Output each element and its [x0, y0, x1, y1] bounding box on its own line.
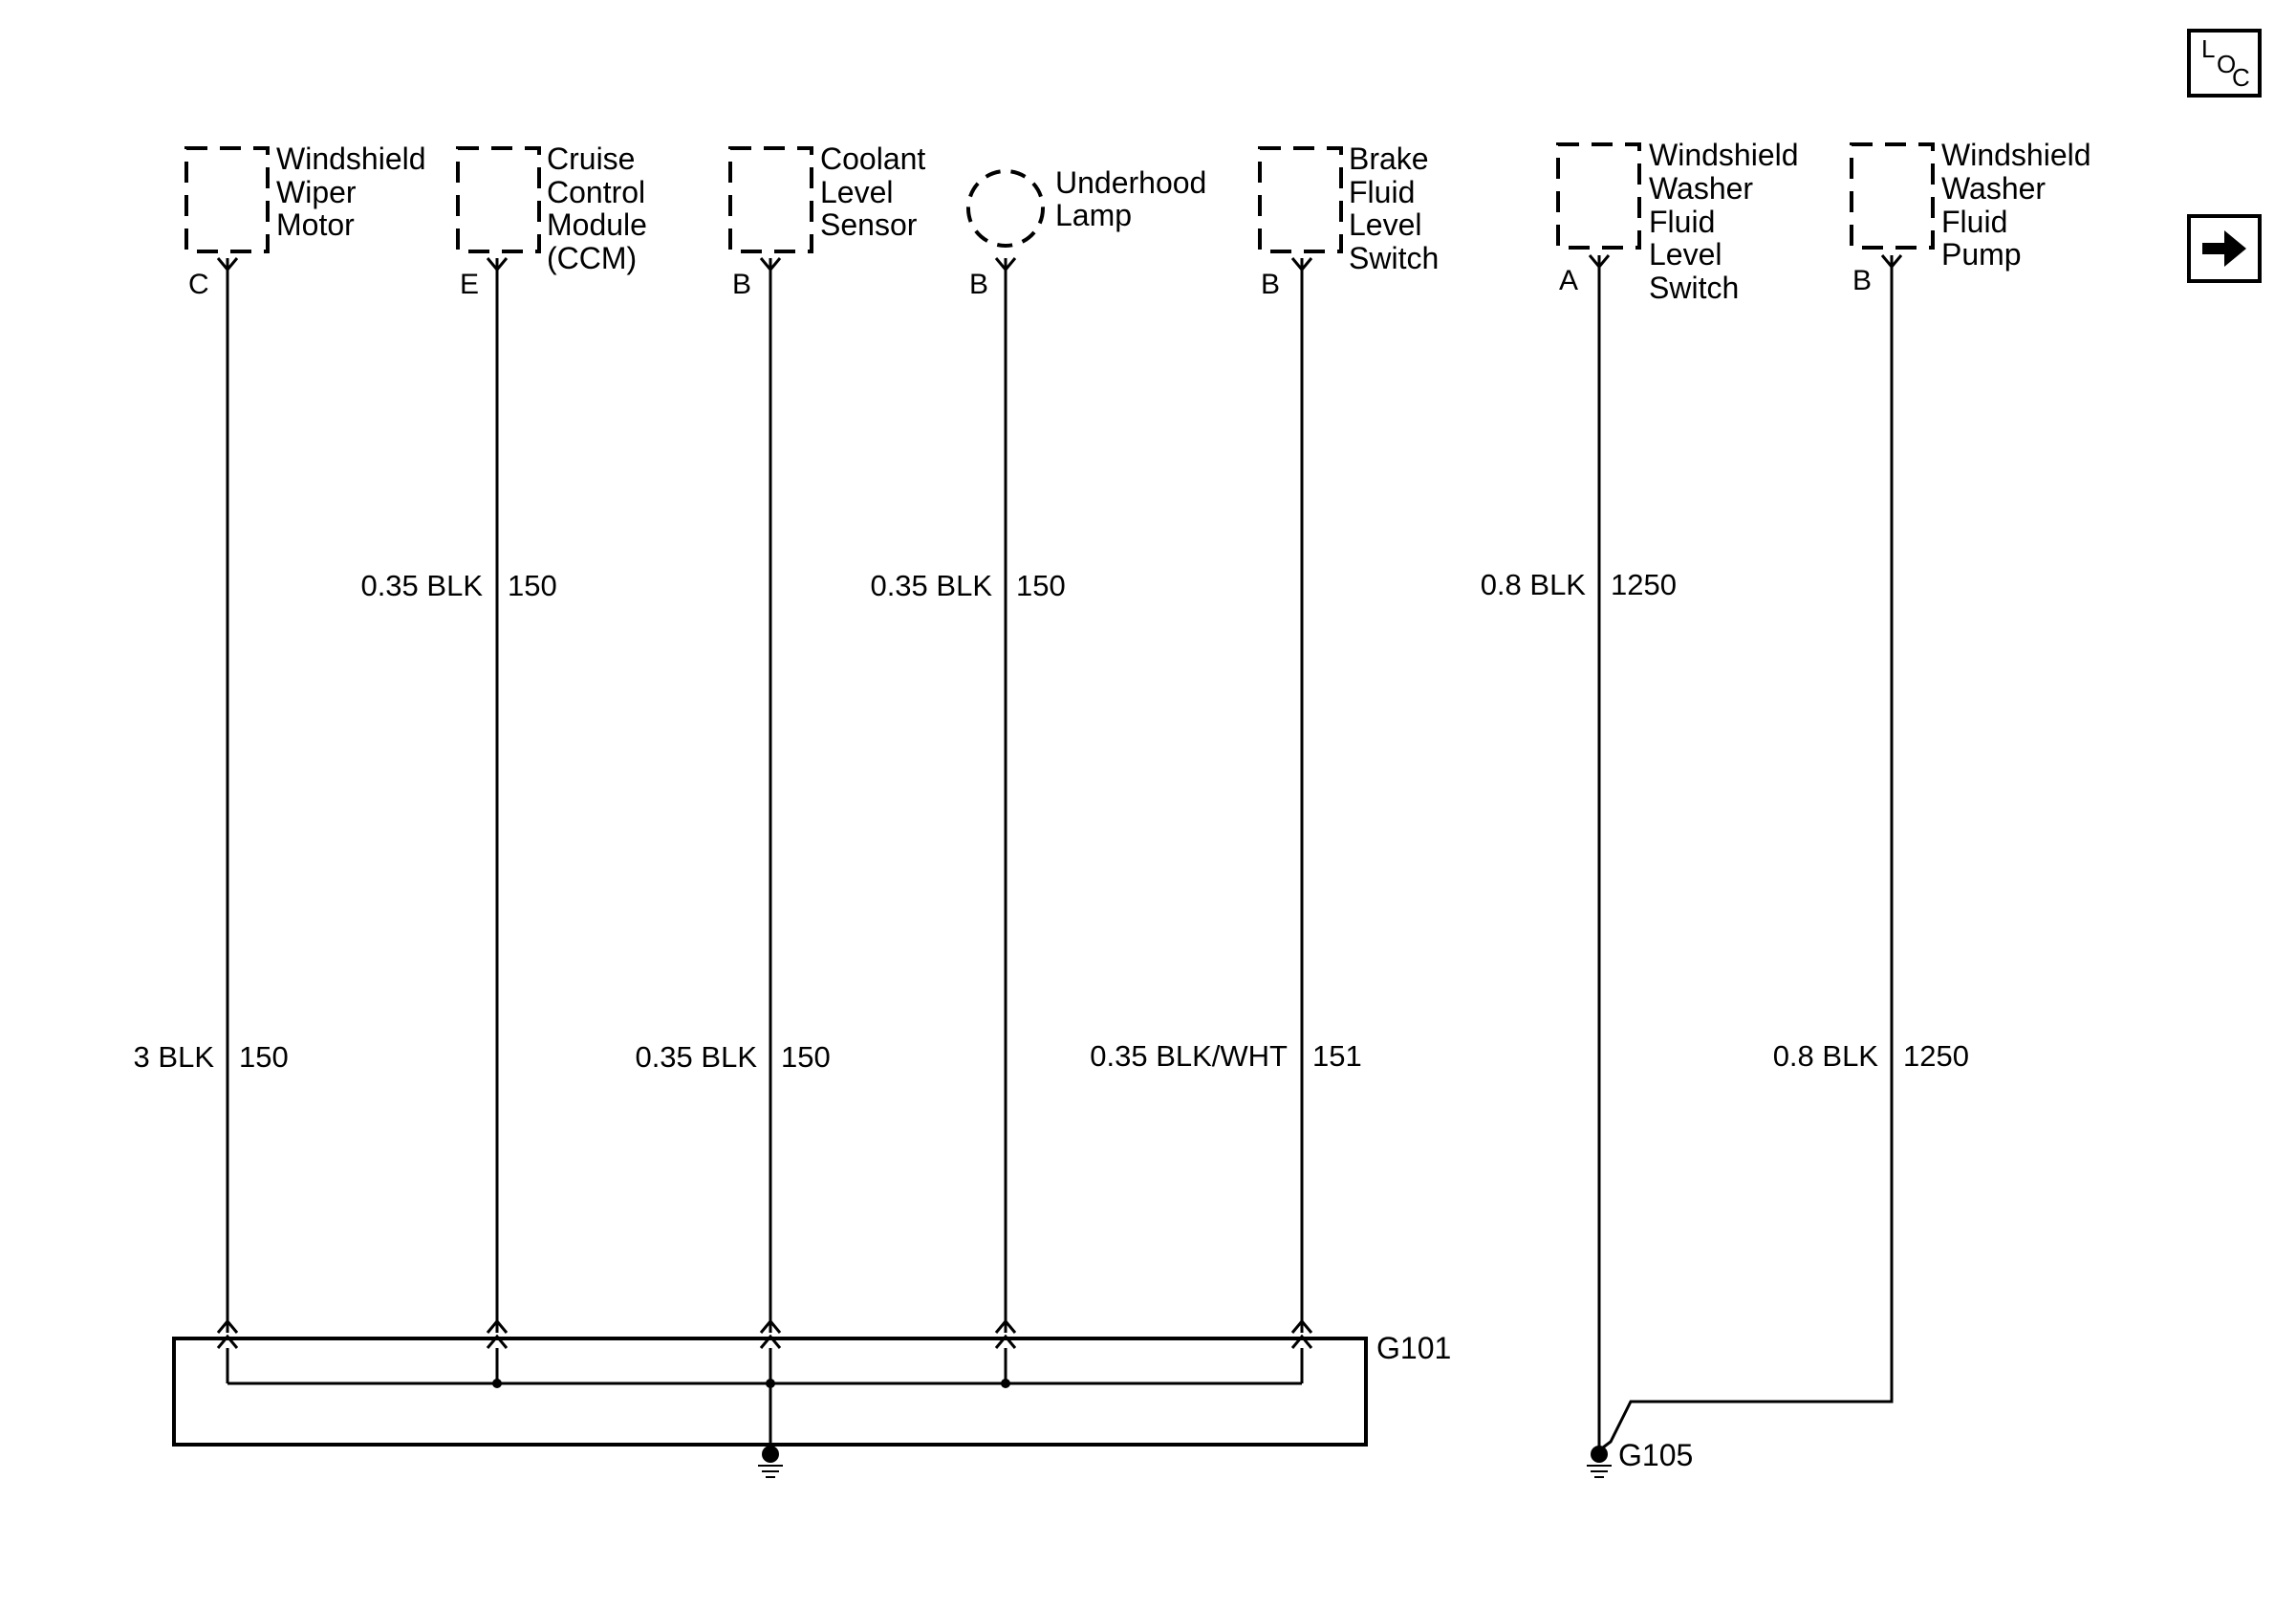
component-cruise-control-module: [458, 141, 647, 300]
component-label-line: Control: [547, 175, 646, 209]
component-label-line: Switch: [1349, 241, 1440, 275]
component-box: [1852, 144, 1933, 248]
component-washer-fluid-pump: [1852, 138, 2091, 296]
circuit-number-label: 150: [508, 569, 557, 602]
component-label-line: Coolant: [820, 141, 926, 176]
component-label-line: Windshield: [1649, 138, 1799, 172]
loc-letter-l: L: [2201, 34, 2216, 63]
component-label-line: Lamp: [1055, 198, 1133, 232]
component-label-line: Wiper: [276, 175, 357, 209]
circuit-number-label: 1250: [1903, 1039, 1969, 1073]
ground-symbol-icon: [1587, 1446, 1612, 1477]
wire-cruise-control-module: [487, 258, 507, 1348]
component-label-line: Washer: [1941, 171, 2047, 206]
wire-coolant-level-sensor: [761, 258, 780, 1348]
component-label-line: Washer: [1649, 171, 1754, 206]
circuit-number-label: 150: [1016, 569, 1066, 602]
component-windshield-wiper-motor: [186, 141, 426, 300]
wire-size-color-label: 0.8 BLK: [1772, 1039, 1878, 1073]
component-box: [1558, 144, 1639, 248]
wire-washer-fluid-level-switch: [1590, 255, 1609, 1448]
component-box: [458, 148, 539, 251]
component-label-line: Level: [820, 175, 894, 209]
ground-symbol-icon: [758, 1446, 783, 1477]
ground-g101-block: [174, 1331, 1451, 1477]
ground-label-g101: G101: [1376, 1331, 1452, 1365]
splice-dot: [492, 1379, 502, 1388]
ground-label-g105: G105: [1618, 1438, 1694, 1472]
next-page-button[interactable]: [2189, 216, 2260, 281]
circuit-number-label: 1250: [1611, 568, 1677, 601]
component-label-line: Level: [1649, 237, 1722, 272]
wire-underhood-lamp: [996, 258, 1015, 1348]
component-label-line: Fluid: [1349, 175, 1416, 209]
component-label-line: Switch: [1649, 271, 1740, 305]
component-label-line: Pump: [1941, 237, 2022, 272]
wire-size-color-label: 3 BLK: [133, 1040, 214, 1074]
lamp-circle: [968, 171, 1043, 246]
wire-size-color-label: 0.35 BLK: [635, 1040, 757, 1074]
pin-label: B: [969, 269, 989, 300]
wire-brake-fluid-level-switch: [1292, 258, 1311, 1348]
ground-g105: [1587, 1438, 1693, 1477]
loc-letter-o: O: [2217, 50, 2237, 78]
wire-washer-fluid-pump: [1603, 255, 1901, 1447]
component-label-line: Cruise: [547, 141, 636, 176]
circuit-number-label: 151: [1312, 1039, 1362, 1073]
component-label-line: Sensor: [820, 207, 918, 242]
wire-size-color-label: 0.35 BLK/WHT: [1090, 1039, 1288, 1073]
splice-dot: [1001, 1379, 1010, 1388]
component-box: [186, 148, 268, 251]
component-underhood-lamp: [968, 165, 1206, 300]
component-label-line: Underhood: [1055, 165, 1207, 200]
loc-button[interactable]: [2189, 31, 2260, 96]
wire-size-color-label: 0.35 BLK: [360, 569, 483, 602]
component-label-line: Windshield: [276, 141, 426, 176]
component-label-line: Windshield: [1941, 138, 2091, 172]
component-label-line: (CCM): [547, 241, 638, 275]
component-coolant-level-sensor: [730, 141, 925, 300]
pin-label: C: [188, 269, 209, 300]
component-box: [730, 148, 812, 251]
wire-size-color-label: 0.35 BLK: [870, 569, 992, 602]
pin-label: E: [460, 269, 480, 300]
component-label-line: Fluid: [1941, 205, 2008, 239]
component-washer-fluid-level-switch: [1558, 138, 1799, 305]
circuit-number-label: 150: [239, 1040, 289, 1074]
component-box: [1260, 148, 1341, 251]
component-label-line: Brake: [1349, 141, 1429, 176]
pin-label: B: [1261, 269, 1281, 300]
wire-size-color-label: 0.8 BLK: [1480, 568, 1586, 601]
component-label-line: Level: [1349, 207, 1422, 242]
component-brake-fluid-level-switch: [1260, 141, 1439, 300]
loc-letter-c: C: [2232, 63, 2250, 92]
pin-label: A: [1559, 265, 1579, 296]
wire-windshield-wiper-motor: [218, 258, 237, 1348]
component-label-line: Module: [547, 207, 647, 242]
pin-label: B: [1852, 265, 1873, 296]
component-label-line: Fluid: [1649, 205, 1716, 239]
component-label-line: Motor: [276, 207, 355, 242]
pin-label: B: [732, 269, 752, 300]
circuit-number-label: 150: [781, 1040, 831, 1074]
